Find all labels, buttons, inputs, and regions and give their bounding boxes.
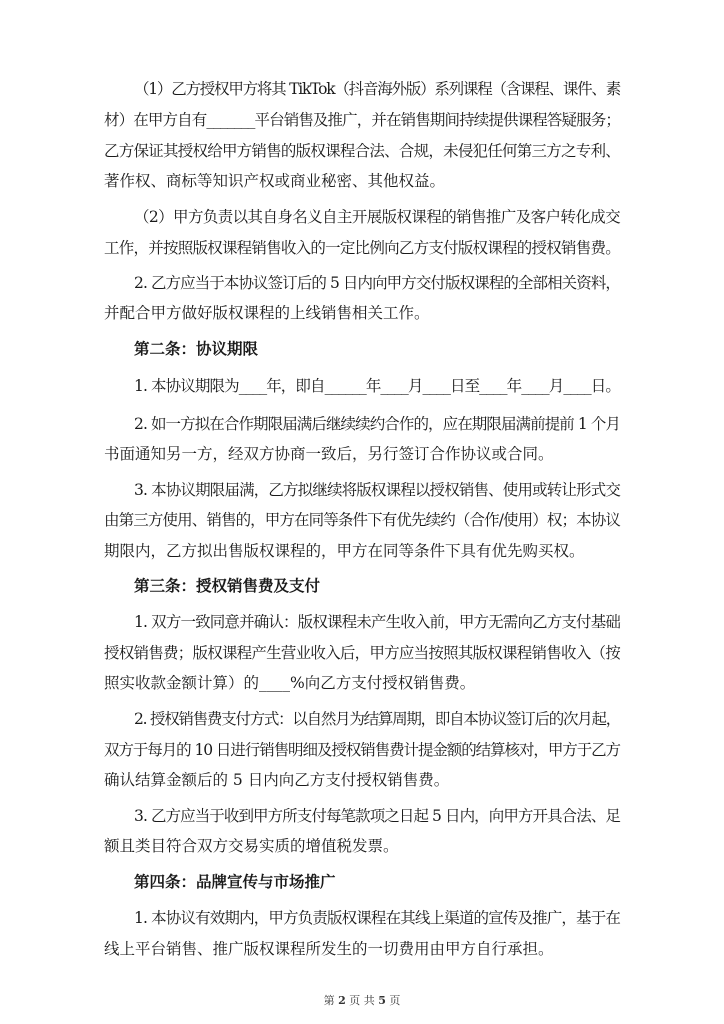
section-heading-text: 第二条：协议期限 <box>134 339 259 358</box>
section-heading-text: 第三条：授权销售费及支付 <box>134 576 321 595</box>
text-line-content: 线上平台销售、推广版权课程所发生的一切费用由甲方自行承担。 <box>104 940 554 958</box>
text-line-content: （1）乙方授权甲方将其 TikTok（抖音海外版）系列课程（含课程、课件、素 <box>134 80 620 98</box>
text-line-content: 1. 本协议有效期内，甲方负责版权课程在其线上渠道的宣传及推广，基于在 <box>134 909 620 927</box>
footer-middle: 页 共 <box>349 994 375 1007</box>
text-line-content: 并配合甲方做好版权课程的上线销售相关工作。 <box>104 304 430 322</box>
page-footer <box>0 994 724 1008</box>
footer-suffix: 页 <box>389 994 401 1007</box>
text-line-content: 额且类目符合双方交易实质的增值税发票。 <box>104 837 399 855</box>
total-pages-number: 5 <box>378 994 386 1007</box>
text-line-content: 确认结算金额后的 5 日内向乙方支付授权销售费。 <box>104 771 450 789</box>
text-line-content: 由第三方使用、销售的，甲方在同等条件下有优先续约（合作/使用）权；本协议 <box>104 511 620 529</box>
text-line-content: 1. 双方一致同意并确认：版权课程未产生收入前，甲方无需向乙方支付基础 <box>134 613 620 631</box>
text-line-content: 书面通知另一方，经双方协商一致后，另行签订合作协议或合同。 <box>104 445 554 463</box>
section-heading-text: 第四条：品牌宣传与市场推广 <box>134 872 336 891</box>
text-line-content: （2）甲方负责以其自身名义自主开展版权课程的销售推广及客户转化成交 <box>134 208 620 226</box>
text-line-content: 照实收款金额计算）的____%向乙方支付授权销售费。 <box>104 674 476 692</box>
footer-prefix: 第 <box>323 994 335 1007</box>
text-line-content: 3. 乙方应当于收到甲方所支付每笔款项之日起 5 日内，向甲方开具合法、足 <box>134 807 620 825</box>
text-line-content: 1. 本协议期限为____年，即自______年____月____日至____年____月____日。 <box>134 377 620 395</box>
text-line-content: 双方于每月的 10 日进行销售明细及授权销售费计提金额的结算核对，甲方于乙方 <box>104 741 620 759</box>
text-line-content: 2. 授权销售费支付方式：以自然月为结算周期，即自本协议签订后的次月起， <box>134 710 620 728</box>
text-line-content: 授权销售费；版权课程产生营业收入后，甲方应当按照其版权课程销售收入（按 <box>104 644 620 662</box>
text-line-content: 材）在甲方自有_______平台销售及推广，并在销售期间持续提供课程答疑服务； <box>104 111 620 129</box>
text-line-content: 3. 本协议期限届满，乙方拟继续将版权课程以授权销售、使用或转让形式交 <box>134 481 620 499</box>
text-line-content: 期限内，乙方拟出售版权课程的，甲方在同等条件下具有优先购买权。 <box>104 542 585 560</box>
text-line-content: 著作权、商标等知识产权或商业秘密、其他权益。 <box>104 172 446 190</box>
text-line-content: 2. 乙方应当于本协议签订后的 5 日内向甲方交付版权课程的全部相关资料， <box>134 274 620 292</box>
text-line-content: 工作，并按照版权课程销售收入的一定比例向乙方支付版权课程的授权销售费。 <box>104 239 620 257</box>
current-page-number: 2 <box>338 994 346 1007</box>
text-line-content: 2. 如一方拟在合作期限届满后继续续约合作的，应在期限届满前提前 1 个月 <box>134 415 620 433</box>
text-line-content: 乙方保证其授权给甲方销售的版权课程合法、合规，未侵犯任何第三方之专利、 <box>104 142 620 160</box>
